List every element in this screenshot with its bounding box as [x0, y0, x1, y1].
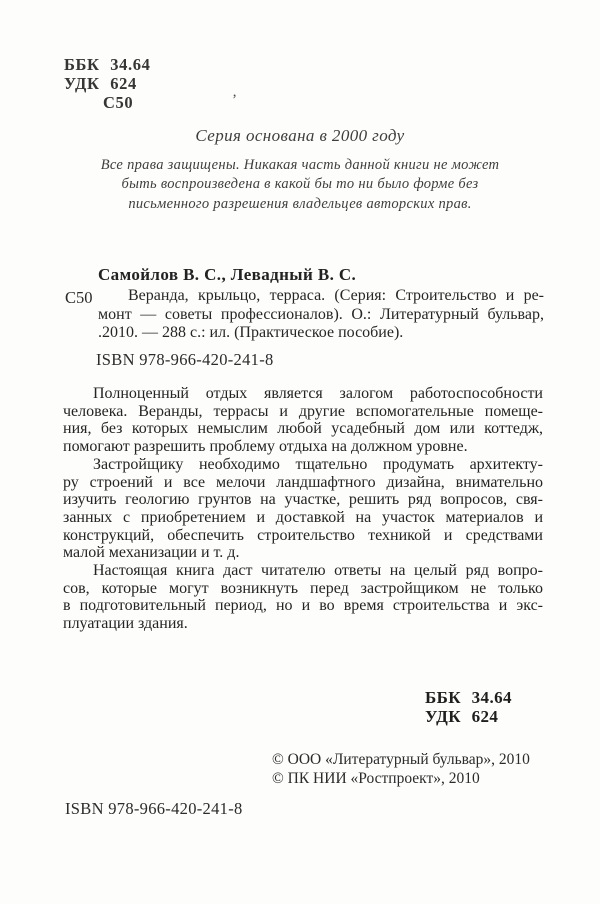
bbk-code-bottom: ББК 34.64 [425, 688, 512, 707]
copyright-block [272, 750, 530, 788]
catalog-entry-line: монт — советы профессионалов). О.: Литературный бульвар, [98, 305, 544, 323]
annotation-line: ру строений и все мелочи ландшафтного дизайна, внимательно [63, 473, 543, 491]
rights-notice-line: письменного разрешения владельцев авторских прав. [128, 195, 472, 212]
annotation-line: человека. Веранды, террасы и другие вспомогательные помеще- [63, 402, 543, 420]
annotation-line: ния, без которых немыслим любой усадебный дом или коттедж, [63, 420, 543, 438]
annotation-line: Настоящая книга даст читателю ответы на целый ряд вопро- [93, 562, 543, 580]
annotation-line: в подготовительный период, но и во время строительства и экс- [63, 597, 543, 615]
bottom-classification-codes [425, 689, 512, 726]
copyright-publisher: © ООО «Литературный бульвар», 2010 [272, 751, 530, 768]
isbn-number-bottom: ISBN 978-966-420-241-8 [65, 799, 243, 818]
catalog-entry-line: Веранда, крыльцо, терраса. (Серия: Строительство и ре- [128, 287, 544, 304]
annotation-line: сов, которые могут возникнуть перед застройщиком не только [63, 579, 543, 597]
annotation-paragraph [63, 385, 543, 456]
rights-notice [55, 156, 545, 214]
series-note: Серия основана в 2000 году [195, 126, 405, 145]
isbn-number-top: ISBN 978-966-420-241-8 [96, 350, 274, 369]
annotation-line: помогают разрешить проблему отдыха на должном уровне. [63, 438, 468, 456]
annotation-line: изучить геологию грунтов на участке, решить ряд вопросов, свя- [63, 491, 543, 509]
catalog-card-code: С50 [65, 288, 93, 307]
catalog-card-entry [98, 287, 544, 343]
bbk-code-top: ББК 34.64 [64, 55, 151, 74]
annotation-line: Полноценный отдых является залогом работоспособности [93, 385, 543, 402]
scan-speck: ’ [232, 92, 237, 108]
annotation-line: плуатации здания. [63, 615, 188, 633]
author-sign-code: С50 [103, 93, 134, 112]
authors-line: Самойлов В. С., Левадный В. С. [98, 265, 357, 284]
annotation-paragraph [63, 562, 543, 633]
annotation-line: занных с приобретением и доставкой на участок материалов и [63, 508, 543, 526]
copyright-institute: © ПК НИИ «Ростпроект», 2010 [272, 770, 480, 787]
annotation-text [63, 385, 543, 633]
catalog-entry-line: .2010. — 288 с.: ил. (Практическое пособие). [98, 324, 404, 342]
annotation-line: малой механизации и т. д. [63, 544, 240, 562]
top-classification-codes [64, 55, 150, 112]
annotation-paragraph [63, 456, 543, 562]
rights-notice-line: Все права защищены. Никакая часть данной книги не может [100, 157, 500, 173]
udk-code-bottom: УДК 624 [425, 706, 499, 726]
annotation-line: Застройщику необходимо тщательно продумать архитекту- [93, 455, 543, 473]
rights-notice-line: быть воспроизведена в какой бы то ни было форме без [121, 176, 479, 193]
udk-code-top: УДК 624 [64, 74, 137, 93]
annotation-line: конструкций, обеспечить строительство техникой и средствами [63, 526, 543, 544]
